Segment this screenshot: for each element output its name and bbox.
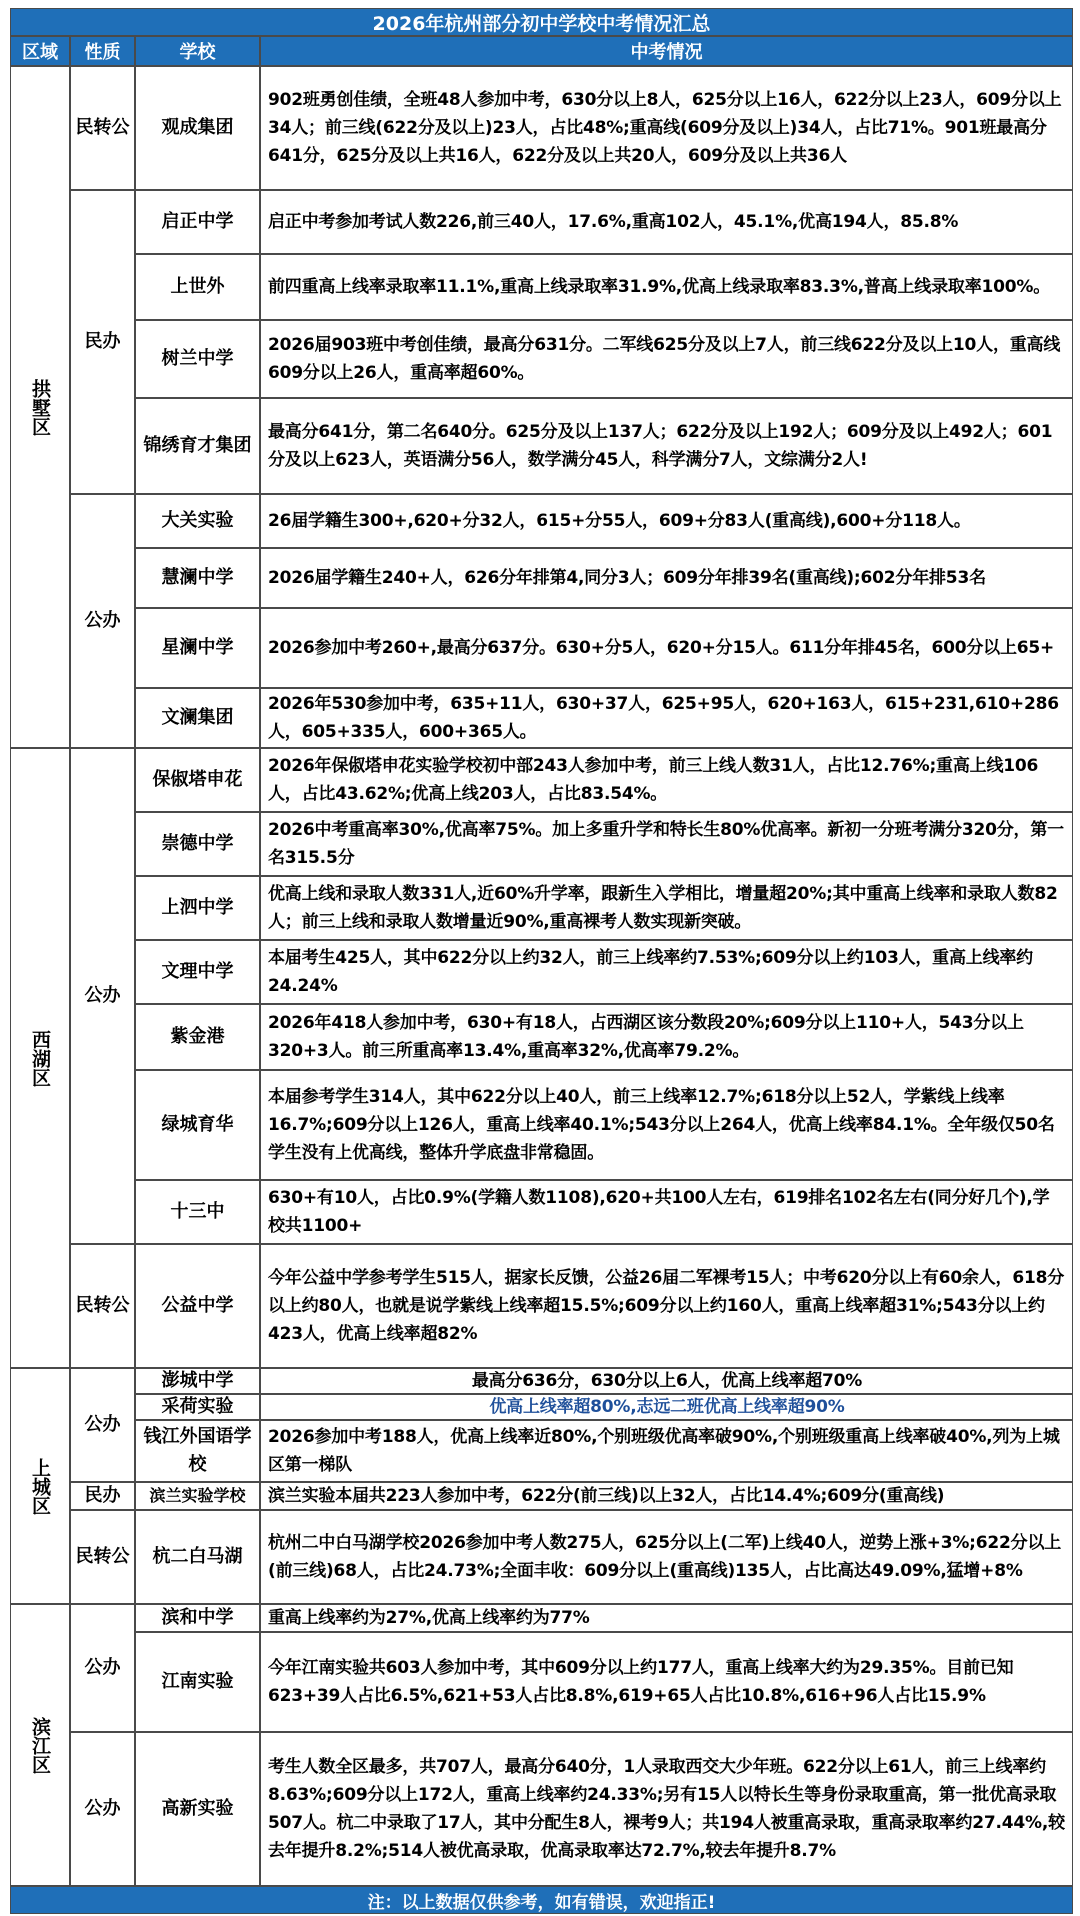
school-info: 2026届学籍生240+人，626分年排第4,同分3人；609分年排39名(重高线);602分年排53名 bbox=[260, 548, 1073, 608]
school-info: 2026年保俶塔申花实验学校初中部243人参加中考，前三上线人数31人，占比12.76%;重高上线106人，占比43.62%;优高上线203人，占比83.54%。 bbox=[260, 748, 1073, 812]
column-header-region: 区域 bbox=[10, 36, 70, 66]
school-name: 树兰中学 bbox=[135, 320, 260, 398]
school-info: 2026参加中考260+,最高分637分。630+分5人，620+分15人。611分年排45名，600分以上65+ bbox=[260, 608, 1073, 688]
school-info: 最高分641分，第二名640分。625分及以上137人；622分及以上192人；609分及以上492人；601分及以上623人，英语满分56人，数学满分45人，科学满分7人，文综满分2人! bbox=[260, 398, 1073, 494]
school-info: 902班勇创佳绩，全班48人参加中考，630分以上8人，625分以上16人，622分以上23人，609分以上34人；前三线(622分及以上)23人，占比48%;重高线(609分及以上)34人，占比71%。901班最高分641分，625分及以上共16人，622分及以上共20人，609分及以上共36人 bbox=[260, 66, 1073, 190]
school-name: 观成集团 bbox=[135, 66, 260, 190]
nature-cell: 公办 bbox=[70, 1604, 135, 1732]
school-name: 文理中学 bbox=[135, 940, 260, 1004]
school-name: 采荷实验 bbox=[135, 1394, 260, 1420]
column-header-nature: 性质 bbox=[70, 36, 135, 66]
school-name: 慧澜中学 bbox=[135, 548, 260, 608]
school-info: 本届考生425人，其中622分以上约32人，前三上线率约7.53%;609分以上约103人，重高上线率约24.24% bbox=[260, 940, 1073, 1004]
school-name: 崇德中学 bbox=[135, 812, 260, 876]
school-info: 今年公益中学参考学生515人，据家长反馈，公益26届二军裸考15人；中考620分以上有60余人，618分以上约80人，也就是说学紫线上线率超15.5%;609分以上约160人，重高上线率超31%;543分以上约423人，优高上线率超82% bbox=[260, 1244, 1073, 1368]
school-name: 文澜集团 bbox=[135, 688, 260, 748]
nature-cell: 公办 bbox=[70, 1732, 135, 1886]
school-info: 前四重高上线率录取率11.1%,重高上线录取率31.9%,优高上线录取率83.3%,普高上线录取率100%。 bbox=[260, 254, 1073, 320]
nature-cell: 民转公 bbox=[70, 1244, 135, 1368]
nature-cell: 公办 bbox=[70, 494, 135, 748]
region-cell: 上城区 bbox=[10, 1368, 70, 1604]
school-info: 优高上线和录取人数331人,近60%升学率，跟新生入学相比，增量超20%;其中重高上线率和录取人数82人；前三上线和录取人数增量近90%,重高裸考人数实现新突破。 bbox=[260, 876, 1073, 940]
school-info: 2026年418人参加中考，630+有18人，占西湖区该分数段20%;609分以上110+人，543分以上320+3人。前三所重高率13.4%,重高率32%,优高率79.2%。 bbox=[260, 1004, 1073, 1070]
school-info: 630+有10人，占比0.9%(学籍人数1108),620+共100人左右，619排名102名左右(同分好几个),学校共1100+ bbox=[260, 1180, 1073, 1244]
school-name: 启正中学 bbox=[135, 190, 260, 254]
school-name: 钱江外国语学校 bbox=[135, 1420, 260, 1482]
school-info: 考生人数全区最多，共707人，最高分640分，1人录取西交大少年班。622分以上61人，前三上线率约8.63%;609分以上172人，重高上线率约24.33%;另有15人以特长生等身份录取重高，第一批优高录取507人。杭二中录取了17人，其中分配生8人，裸考9人；共194人被重高录取，重高录取率约27.44%,较去年提升8.2%;514人被优高录取，优高录取率达72.7%,较去年提升8.7% bbox=[260, 1732, 1073, 1886]
school-info: 最高分636分，630分以上6人，优高上线率超70% bbox=[260, 1368, 1073, 1394]
school-name: 江南实验 bbox=[135, 1632, 260, 1732]
school-info: 重高上线率约为27%,优高上线率约为77% bbox=[260, 1604, 1073, 1632]
column-header-info: 中考情况 bbox=[260, 36, 1073, 66]
school-name: 锦绣育才集团 bbox=[135, 398, 260, 494]
school-info: 2026届903班中考创佳绩，最高分631分。二军线625分及以上7人，前三线622分及以上10人，重高线609分以上26人，重高率超60%。 bbox=[260, 320, 1073, 398]
nature-cell: 民办 bbox=[70, 190, 135, 494]
school-name: 十三中 bbox=[135, 1180, 260, 1244]
school-name: 保俶塔申花 bbox=[135, 748, 260, 812]
nature-cell: 公办 bbox=[70, 748, 135, 1244]
region-cell: 滨江区 bbox=[10, 1604, 70, 1886]
school-name: 滨兰实验学校 bbox=[135, 1482, 260, 1510]
school-info: 2026中考重高率30%,优高率75%。加上多重升学和特长生80%优高率。新初一分班考满分320分，第一名315.5分 bbox=[260, 812, 1073, 876]
school-info: 优高上线率超80%,志远二班优高上线率超90% bbox=[260, 1394, 1073, 1420]
school-info: 启正中考参加考试人数226,前三40人，17.6%,重高102人，45.1%,优高194人，85.8% bbox=[260, 190, 1073, 254]
school-name: 大关实验 bbox=[135, 494, 260, 548]
nature-cell: 民转公 bbox=[70, 66, 135, 190]
school-name: 上世外 bbox=[135, 254, 260, 320]
school-name: 澎城中学 bbox=[135, 1368, 260, 1394]
school-name: 紫金港 bbox=[135, 1004, 260, 1070]
footer-note: 注：以上数据仅供参考，如有错误，欢迎指正! bbox=[10, 1886, 1073, 1914]
region-cell: 拱墅区 bbox=[10, 66, 70, 748]
school-name: 星澜中学 bbox=[135, 608, 260, 688]
table-title: 2026年杭州部分初中学校中考情况汇总 bbox=[10, 8, 1073, 36]
school-info: 2026年530参加中考，635+11人，630+37人，625+95人，620+163人，615+231,610+286人，605+335人，600+365人。 bbox=[260, 688, 1073, 748]
school-info: 2026参加中考188人，优高上线率近80%,个别班级优高率破90%,个别班级重高上线率破40%,列为上城区第一梯队 bbox=[260, 1420, 1073, 1482]
nature-cell: 公办 bbox=[70, 1368, 135, 1482]
nature-cell: 民转公 bbox=[70, 1510, 135, 1604]
region-cell: 西湖区 bbox=[10, 748, 70, 1368]
school-info: 本届参考学生314人，其中622分以上40人，前三上线率12.7%;618分以上52人，学紫线上线率16.7%;609分以上126人，重高上线率40.1%;543分以上264人，优高上线率84.1%。全年级仅50名学生没有上优高线，整体升学底盘非常稳固。 bbox=[260, 1070, 1073, 1180]
school-info: 滨兰实验本届共223人参加中考，622分(前三线)以上32人，占比14.4%;609分(重高线) bbox=[260, 1482, 1073, 1510]
school-info: 今年江南实验共603人参加中考，其中609分以上约177人，重高上线率大约为29.35%。目前已知623+39人占比6.5%,621+53人占比8.8%,619+65人占比10.8%,616+96人占比15.9% bbox=[260, 1632, 1073, 1732]
school-info: 杭州二中白马湖学校2026参加中考人数275人，625分以上(二军)上线40人，逆势上涨+3%;622分以上(前三线)68人，占比24.73%;全面丰收：609分以上(重高线)135人，占比高达49.09%,猛增+8% bbox=[260, 1510, 1073, 1604]
school-name: 公益中学 bbox=[135, 1244, 260, 1368]
school-name: 滨和中学 bbox=[135, 1604, 260, 1632]
school-info: 26届学籍生300+,620+分32人，615+分55人，609+分83人(重高线),600+分118人。 bbox=[260, 494, 1073, 548]
school-name: 高新实验 bbox=[135, 1732, 260, 1886]
school-name: 上泗中学 bbox=[135, 876, 260, 940]
column-header-school: 学校 bbox=[135, 36, 260, 66]
nature-cell: 民办 bbox=[70, 1482, 135, 1510]
school-name: 绿城育华 bbox=[135, 1070, 260, 1180]
school-name: 杭二白马湖 bbox=[135, 1510, 260, 1604]
